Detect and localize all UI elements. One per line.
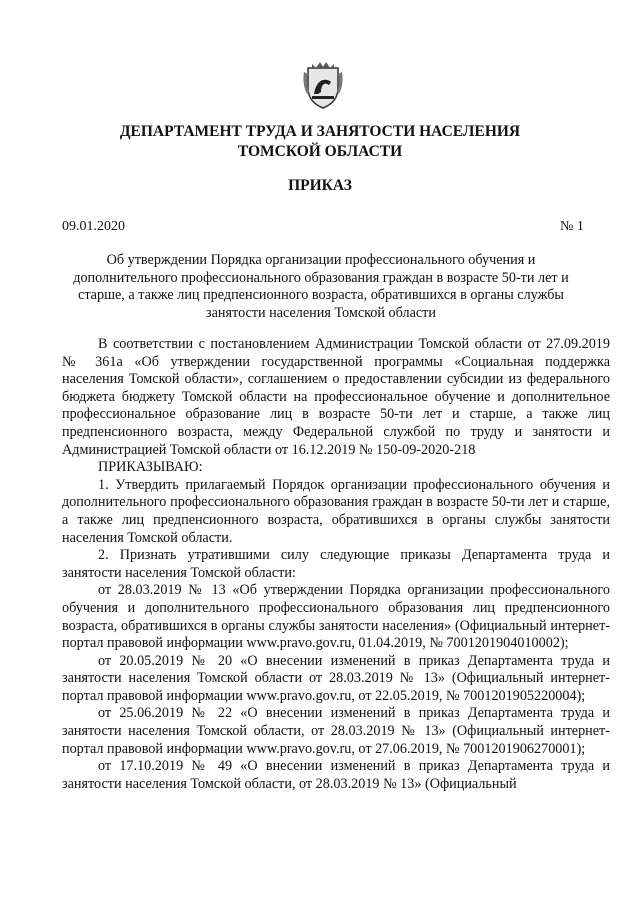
department-title: [60, 122, 580, 162]
department-title-line2: ТОМСКОЙ ОБЛАСТИ: [237, 143, 403, 160]
repealed-order-4: от 17.10.2019 № 49 «О внесении изменений в приказ Департамента труда и занятости населения Томской области, от 28.03.2019 № 13» (Официальный: [62, 758, 610, 792]
document-body: [62, 336, 610, 793]
preamble-paragraph: В соответствии с постановлением Администрации Томской области от 27.09.2019 № 361а «Об утверждении государственной программы «Социальная поддержка населения Томской области», соглашением о предоставлении субсидии из федерального бюджета бюджету Томской области на профессиональное обучение и дополнительное профессиональное образование лиц в возрасте 50-ти лет и старше, а также лиц предпенсионного возраста, между Федеральной службой по труду и занятости и Администрацией Томской области от 16.12.2019 № 150-09-2020-218: [62, 336, 610, 458]
department-title-line1: ДЕПАРТАМЕНТ ТРУДА И ЗАНЯТОСТИ НАСЕЛЕНИЯ: [119, 123, 521, 140]
document-date: 09.01.2020: [62, 219, 125, 234]
repealed-order-1: от 28.03.2019 № 13 «Об утверждении Порядка организации профессионального обучения и дополнительного профессионального образования лиц предпенсионного возраста, обратившихся в органы службы занятости населения» (Официальный интернет-портал правовой информации www.pravo.gov.ru, 01.04.2019, № 7001201904010002);: [62, 582, 610, 652]
coat-of-arms-icon: [302, 58, 344, 110]
repealed-order-3: от 25.06.2019 № 22 «О внесении изменений в приказ Департамента труда и занятости населения Томской области, от 28.03.2019 № 13» (Официальный интернет-портал правовой информации www.pravo.gov.ru, от 27.06.2019, № 7001201906270001);: [62, 705, 610, 757]
repealed-order-2: от 20.05.2019 № 20 «О внесении изменений в приказ Департамента труда и занятости населения Томской области от 28.03.2019 № 13» (Официальный интернет-портал правовой информации www.pravo.gov.ru, от 22.05.2019, № 7001201905220004);: [62, 652, 610, 704]
document-subject: Об утверждении Порядка организации профессионального обучения и дополнительного профессионального образования граждан в возрасте 50-ти лет и старше, а также лиц предпенсионного возраста, обратившихся в органы службы занятости населения Томской области: [73, 252, 569, 321]
document-number: № 1: [560, 219, 584, 234]
document-type: ПРИКАЗ: [288, 177, 352, 194]
item-1-paragraph: 1. Утвердить прилагаемый Порядок организации профессионального обучения и дополнительного профессионального образования граждан в возрасте 50-ти лет и старше, а также лиц предпенсионного возраста, обратившихся в органы службы занятости населения Томской области.: [62, 476, 610, 546]
order-word: ПРИКАЗЫВАЮ:: [98, 459, 203, 476]
item-2-paragraph: 2. Признать утратившими силу следующие приказы Департамента труда и занятости населения Томской области:: [62, 547, 610, 581]
